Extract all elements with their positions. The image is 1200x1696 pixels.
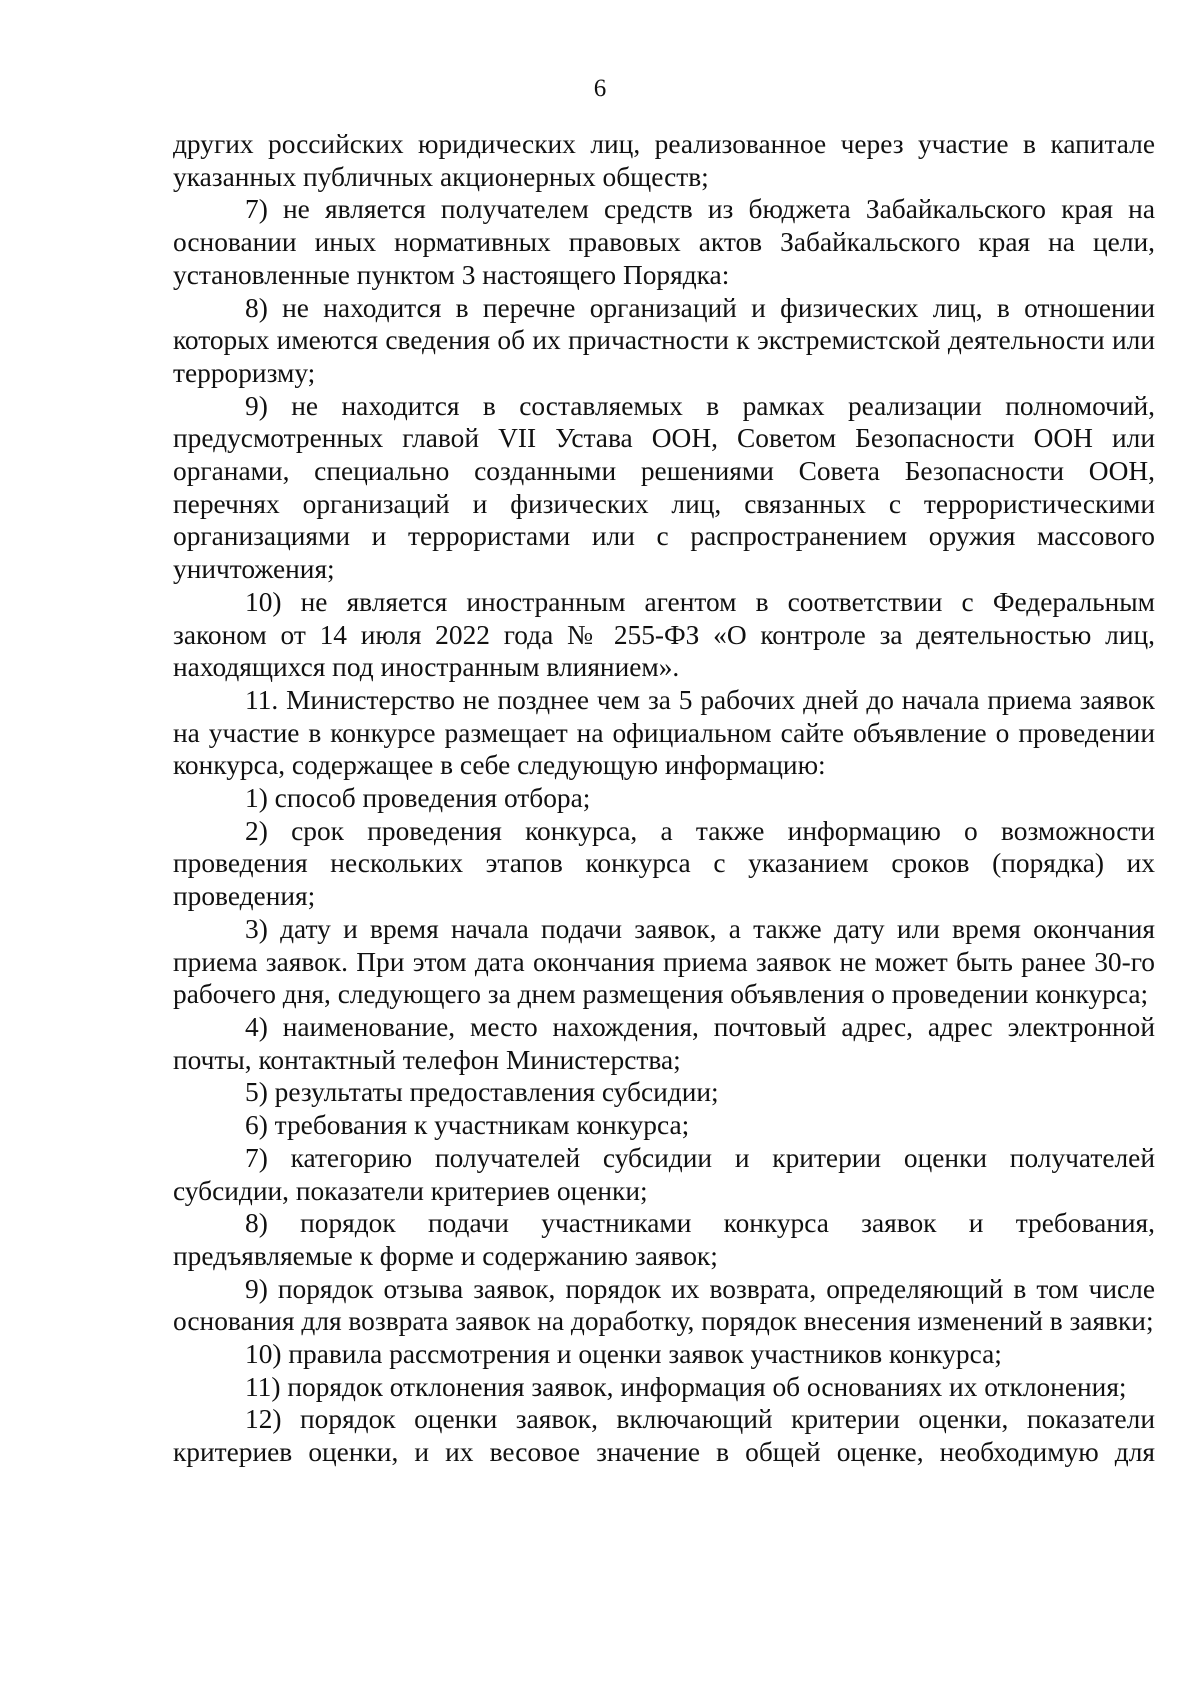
- paragraph: других российских юридических лиц, реализованное через участие в капитале указанных публичных акционерных обществ;: [173, 129, 1155, 192]
- paragraph: 4) наименование, место нахождения, почтовый адрес, адрес электронной почты, контактный телефон Министерства;: [173, 1011, 1155, 1075]
- paragraph: 12) порядок оценки заявок, включающий критерии оценки, показатели критериев оценки, и их весовое значение в общей оценке, необходимую для: [173, 1404, 1155, 1468]
- paragraph: 7) не является получателем средств из бюджета Забайкальского края на основании иных нормативных правовых актов Забайкальского края на цели, установленные пунктом 3 настоящего Порядка:: [173, 194, 1155, 290]
- paragraph: 8) не находится в перечне организаций и физических лиц, в отношении которых имеются сведения об их причастности к экстремистской деятельности или терроризму;: [173, 292, 1155, 388]
- paragraph: 9) не находится в составляемых в рамках реализации полномочий, предусмотренных главой VII Устава ООН, Советом Безопасности ООН или органами, специально созданными решениями Совета Безопасности ООН, перечнях организаций и физических лиц, связанных с террористическими организациями и террористами или с распространением оружия массового уничтожения;: [173, 390, 1155, 585]
- page-number: 6: [593, 75, 607, 102]
- paragraph: 2) срок проведения конкурса, а также информацию о возможности проведения нескольких этапов конкурса с указанием сроков (порядка) их проведения;: [173, 815, 1155, 912]
- paragraph: 1) способ проведения отбора;: [245, 783, 591, 814]
- paragraph: 10) правила рассмотрения и оценки заявок участников конкурса;: [245, 1339, 1002, 1370]
- paragraph: 6) требования к участникам конкурса;: [245, 1110, 690, 1141]
- document-body: [173, 128, 1155, 1469]
- paragraph: 7) категорию получателей субсидии и критерии оценки получателей субсидии, показатели критериев оценки;: [173, 1142, 1155, 1206]
- paragraph: 11) порядок отклонения заявок, информация об основаниях их отклонения;: [245, 1371, 1127, 1402]
- paragraph: 11. Министерство не позднее чем за 5 рабочих дней до начала приема заявок на участие в конкурсе размещает на официальном сайте объявление о проведении конкурса, содержащее в себе следующую информацию:: [173, 684, 1155, 781]
- paragraph: 5) результаты предоставления субсидии;: [245, 1077, 719, 1108]
- paragraph: 9) порядок отзыва заявок, порядок их возврата, определяющий в том числе основания для возврата заявок на доработку, порядок внесения изменений в заявки;: [173, 1273, 1155, 1337]
- paragraph: 8) порядок подачи участниками конкурса заявок и требования, предъявляемые к форме и содержанию заявок;: [173, 1208, 1155, 1271]
- paragraph: 10) не является иностранным агентом в соответствии с Федеральным законом от 14 июля 2022 года № 255-ФЗ «О контроле за деятельностью лиц, находящихся под иностранным влиянием».: [173, 586, 1155, 683]
- paragraph: 3) дату и время начала подачи заявок, а также дату или время окончания приема заявок. При этом дата окончания приема заявок не может быть ранее 30-го рабочего дня, следующего за днем размещения объявления о проведении конкурса;: [173, 913, 1155, 1010]
